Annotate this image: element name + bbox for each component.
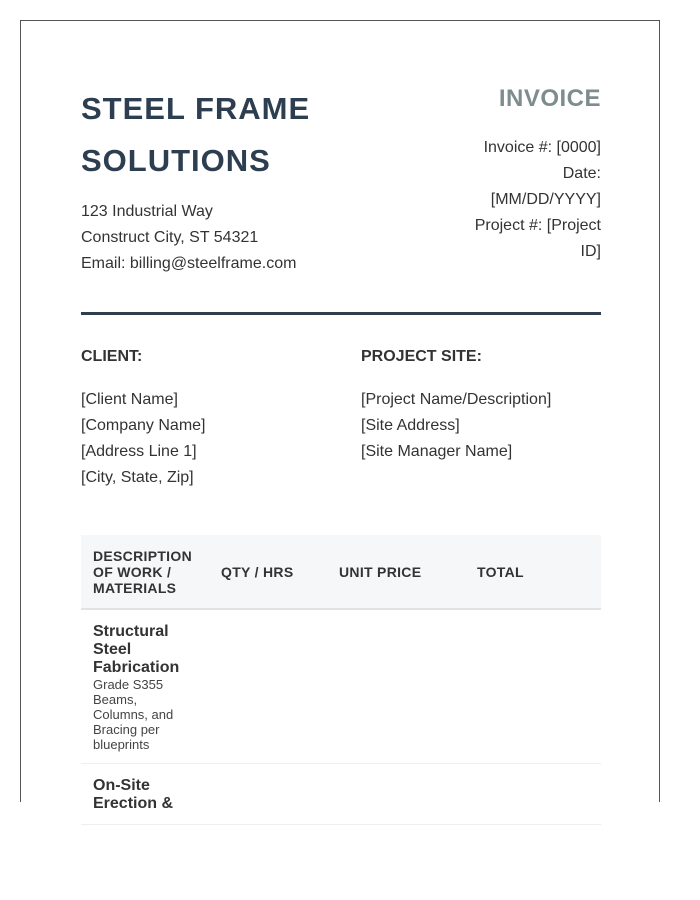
invoice-date: Date: [MM/DD/YYYY] xyxy=(490,165,601,208)
table-row xyxy=(81,764,601,825)
company-name: STEEL FRAME SOLUTIONS xyxy=(81,91,311,178)
client-heading: CLIENT: xyxy=(81,348,143,365)
company-email: Email: billing@steelframe.com xyxy=(81,255,297,272)
header-description: DESCRIPTION OF WORK / MATERIALS xyxy=(93,548,192,596)
company-address-line2: Construct City, ST 54321 xyxy=(81,229,259,246)
invoice-title: INVOICE xyxy=(498,85,601,112)
item-description: Grade S355 Beams, Columns, and Bracing per blueprints xyxy=(93,677,174,752)
invoice-number: Invoice #: [0000] xyxy=(483,139,601,156)
invoice-meta xyxy=(461,135,601,265)
header-qty: QTY / HRS xyxy=(221,564,294,580)
invoice-project-number: Project #: [Project ID] xyxy=(474,217,601,260)
client-details xyxy=(81,387,206,491)
client-name: [Client Name] xyxy=(81,391,178,408)
table-row xyxy=(81,610,601,764)
header-total: TOTAL xyxy=(477,564,524,580)
item-title: On-Site Erection & xyxy=(93,777,174,812)
table-header xyxy=(81,535,601,610)
line-items-table xyxy=(81,535,601,825)
client-company: [Company Name] xyxy=(81,417,206,434)
client-address-line1: [Address Line 1] xyxy=(81,443,197,460)
header-divider xyxy=(81,312,601,315)
project-name: [Project Name/Description] xyxy=(361,391,552,408)
project-site-heading: PROJECT SITE: xyxy=(361,348,482,365)
company-info xyxy=(81,199,361,277)
client-city-state-zip: [City, State, Zip] xyxy=(81,469,194,486)
site-address: [Site Address] xyxy=(361,417,460,434)
header-unit-price: UNIT PRICE xyxy=(339,564,422,580)
company-address-line1: 123 Industrial Way xyxy=(81,203,213,220)
project-site-details xyxy=(361,387,551,465)
item-title: Structural Steel Fabrication xyxy=(93,623,180,676)
site-manager: [Site Manager Name] xyxy=(361,443,513,460)
invoice-page xyxy=(20,20,660,812)
